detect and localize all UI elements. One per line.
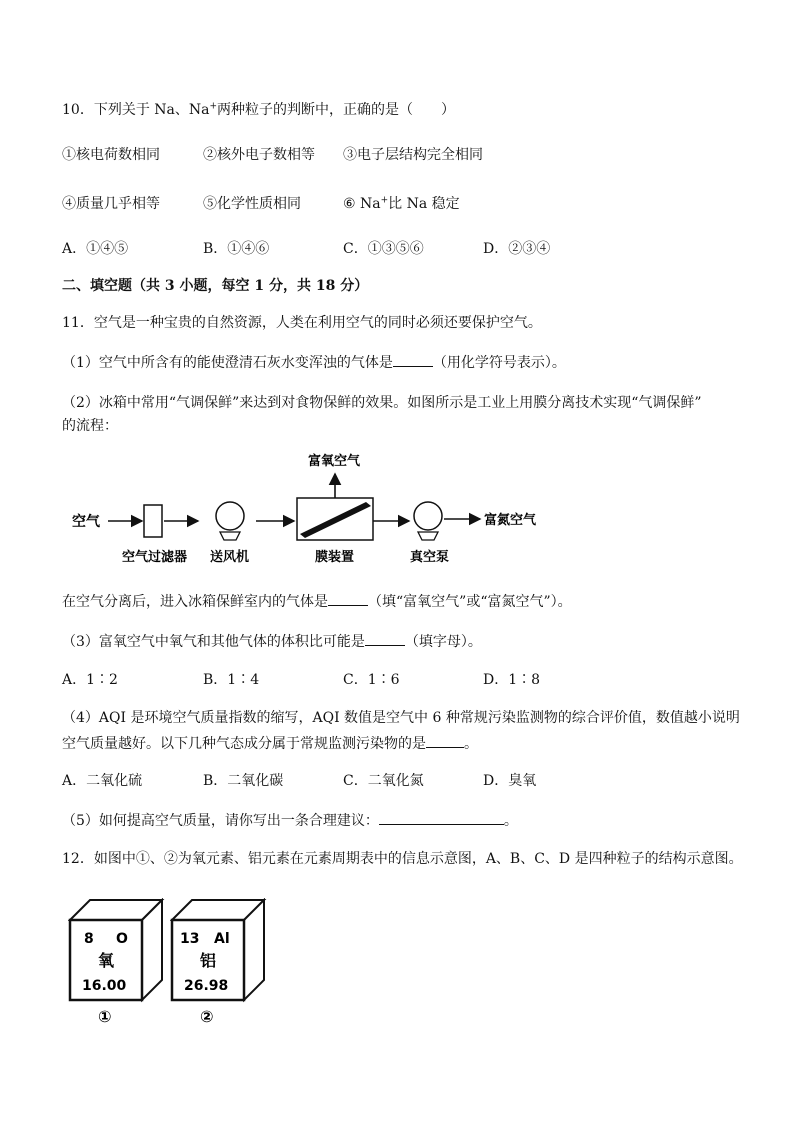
q10-option-c: C．①③⑤⑥: [343, 241, 424, 257]
q11-part4-line1: （4）AQI 是环境空气质量指数的缩写，AQI 数值是空气中 6 种常规污染监测物的综合评价值，数值越小说明: [62, 710, 740, 726]
oxygen-name: 氧: [98, 951, 115, 970]
answer-blank[interactable]: [393, 352, 433, 367]
answer-blank[interactable]: [365, 631, 405, 646]
pump-icon: [414, 502, 442, 540]
q11-part3-option-b: B．1∶4: [203, 672, 260, 688]
q10-item-6-part2: 比 Na 稳定: [388, 196, 460, 212]
q10-item-6: [343, 194, 460, 214]
q10-item-4: ④质量几乎相等: [62, 196, 160, 212]
q11-part4-line2-suffix: 。: [464, 736, 478, 752]
q11-part4-option-b: B．二氧化碳: [203, 773, 284, 789]
q10-option-a: A．①④⑤: [62, 241, 129, 257]
q10-item-3: ③电子层结构完全相同: [343, 147, 483, 163]
aluminum-mass: 26.98: [184, 978, 229, 994]
q12-stem: 12．如图中①、②为氧元素、铝元素在元素周期表中的信息示意图，A、B、C、D 是四种粒子的结构示意图。: [62, 851, 743, 867]
q10-item-6-superscript: +: [380, 195, 389, 206]
q10-item-6-part1: ⑥ Na: [343, 196, 381, 212]
aluminum-cell-svg: [170, 898, 270, 1028]
q11-part3-option-a: A．1∶2: [62, 672, 118, 688]
q11-part2-after-text: 在空气分离后，进入冰箱保鲜室内的气体是: [62, 594, 328, 610]
filter-box: [144, 505, 162, 537]
q11-part4-line2-text: 空气质量越好。以下几种气态成分属于常规监测污染物的是: [62, 736, 426, 752]
q11-part3-option-c: C．1∶6: [343, 672, 400, 688]
q10-stem-superscript: +: [209, 101, 218, 112]
q10-option-b: B．①④⑥: [203, 241, 270, 257]
oxygen-label: ①: [98, 1007, 112, 1026]
oxygen-cell-svg: [68, 898, 168, 1028]
q11-stem: 11．空气是一种宝贵的自然资源，人类在利用空气的同时必须还要保护空气。: [62, 315, 542, 331]
q11-part5-text: （5）如何提高空气质量，请你写出一条合理建议：: [62, 813, 379, 829]
q11-part4-option-c: C．二氧化氮: [343, 773, 424, 789]
pump-label: 真空泵: [410, 550, 450, 565]
input-label: [72, 513, 101, 530]
q11-part1-suffix: （用化学符号表示）。: [432, 355, 566, 371]
membrane-separation-diagram: [60, 448, 560, 578]
answer-blank[interactable]: [426, 733, 464, 748]
q11-part5-suffix: 。: [503, 813, 518, 829]
q11-part4-option-d: D．臭氧: [483, 773, 537, 789]
q11-part4-option-a: A．二氧化硫: [62, 773, 143, 789]
q11-part2-line1: （2）冰箱中常用“气调保鲜”来达到对食物保鲜的效果。如图所示是工业上用膜分离技术实现“气调保鲜”: [62, 395, 702, 411]
aluminum-name: 铝: [200, 951, 217, 970]
q10-stem-part2: 两种粒子的判断中，正确的是（ ）: [217, 102, 456, 118]
q11-part3-suffix: （填字母）。: [404, 634, 482, 650]
aluminum-symbol: Al: [214, 931, 230, 947]
q11-part4-line2: [62, 733, 478, 754]
flow-diagram-svg: [60, 448, 560, 578]
oxygen-number: 8: [84, 931, 94, 947]
aluminum-element-cell: [170, 898, 270, 1032]
top-output-label: 富氧空气: [308, 454, 361, 469]
q11-part3-text: （3）富氧空气中氧气和其他气体的体积比可能是: [62, 634, 365, 650]
q11-part1-text: （1）空气中所含有的能使澄清石灰水变浑浊的气体是: [62, 355, 393, 371]
q10-item-1: ①核电荷数相同: [62, 147, 160, 163]
q11-part2-after-suffix: （填“富氧空气”或“富氮空气”）。: [368, 594, 572, 610]
q10-stem: [62, 100, 455, 120]
q10-stem-part1: 10．下列关于 Na、Na: [62, 102, 210, 118]
q11-part1: [62, 352, 566, 373]
fan-label: 送风机: [210, 550, 250, 565]
right-output-label: 富氮空气: [484, 513, 537, 528]
oxygen-element-cell: [68, 898, 168, 1032]
answer-blank[interactable]: [379, 810, 504, 825]
section-heading: 二、填空题（共 3 小题，每空 1 分，共 18 分）: [62, 278, 369, 294]
q11-part3-option-d: D．1∶8: [483, 672, 541, 688]
membrane-icon: [297, 498, 373, 540]
q11-part5: [62, 810, 518, 831]
q11-part3: [62, 631, 482, 652]
membrane-label: 膜装置: [315, 550, 355, 565]
filter-label: 空气过滤器: [122, 550, 188, 565]
q10-option-d: D．②③④: [483, 241, 551, 257]
q10-item-2: ②核外电子数相等: [203, 147, 315, 163]
q11-part2-after: [62, 591, 572, 612]
fan-icon: [216, 502, 244, 540]
q11-part2-line2: 的流程：: [62, 418, 118, 434]
aluminum-label: ②: [200, 1007, 214, 1026]
oxygen-mass: 16.00: [82, 978, 127, 994]
q10-item-5: ⑤化学性质相同: [203, 196, 301, 212]
answer-blank[interactable]: [328, 591, 368, 606]
oxygen-symbol: O: [116, 931, 128, 947]
aluminum-number: 13: [180, 931, 200, 947]
svg-text:空气: 空气: [72, 514, 100, 530]
